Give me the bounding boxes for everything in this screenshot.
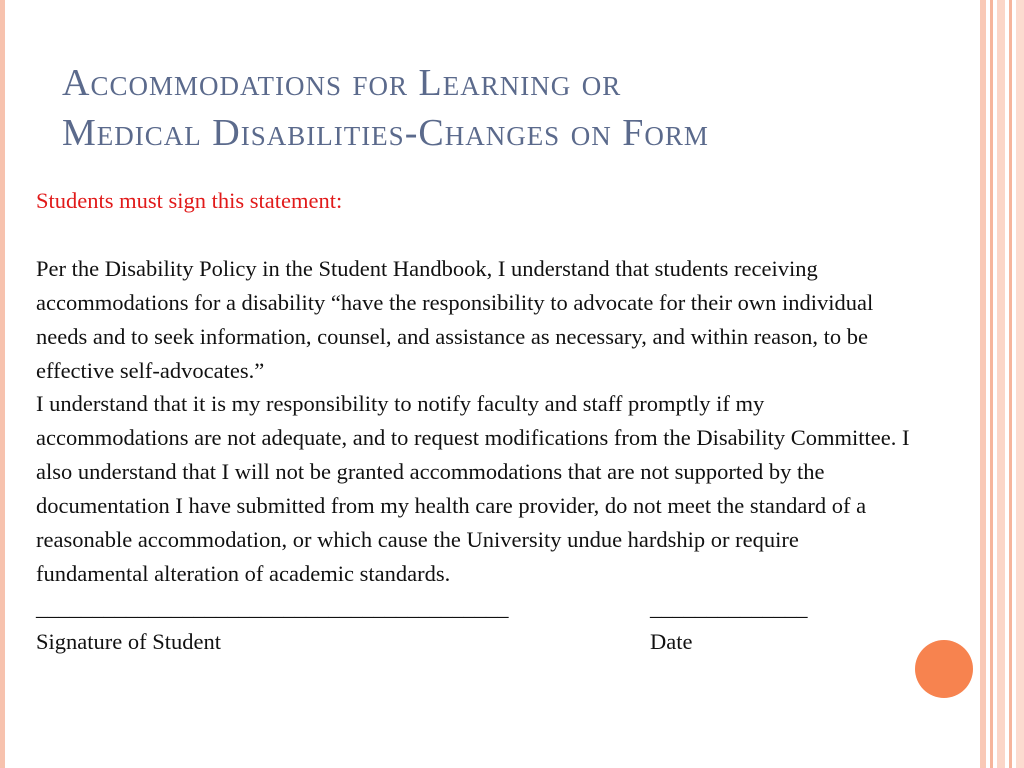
signature-label: Signature of Student <box>36 628 221 654</box>
stripe <box>980 0 986 768</box>
sign-instruction: Students must sign this statement: <box>36 188 343 213</box>
title-line-1: Accommodations for Learning or <box>62 62 622 104</box>
policy-paragraph: Per the Disability Policy in the Student Handbook, I understand that students receiving accommodations for a disability “have the responsibility to advocate for their own individual needs and to seek information, counsel, and assistance as necessary, and within reason, to be effective self-advocates.” <box>36 255 874 383</box>
signature-line: __________________________________________ <box>36 594 509 620</box>
orange-circle-decoration <box>915 640 973 698</box>
stripe <box>1009 0 1012 768</box>
date-label: Date <box>650 628 693 654</box>
stripe <box>997 0 1005 768</box>
left-border-decoration <box>0 0 5 768</box>
spacer <box>36 218 916 252</box>
right-stripe-decoration <box>980 0 1024 768</box>
responsibility-paragraph: I understand that it is my responsibility to notify faculty and staff promptly if my accommodations are not adequate, and to request modifications from the Disability Committee. I also understand that I will not be granted accommodations that are not supported by the documentation I have submitted from my health care provider, do not meet the standard of a reasonable accommodation, or which cause the University undue hardship or require fundamental alteration of academic standards. <box>36 391 910 586</box>
signature-lines <box>36 591 916 625</box>
stripe <box>1016 0 1024 768</box>
signature-labels <box>36 625 916 659</box>
title-line-2: Medical Disabilities-Changes on Form <box>62 112 709 154</box>
slide-title <box>62 58 962 158</box>
slide-body <box>36 184 916 659</box>
date-line: ______________ <box>650 594 808 620</box>
stripe <box>990 0 993 768</box>
